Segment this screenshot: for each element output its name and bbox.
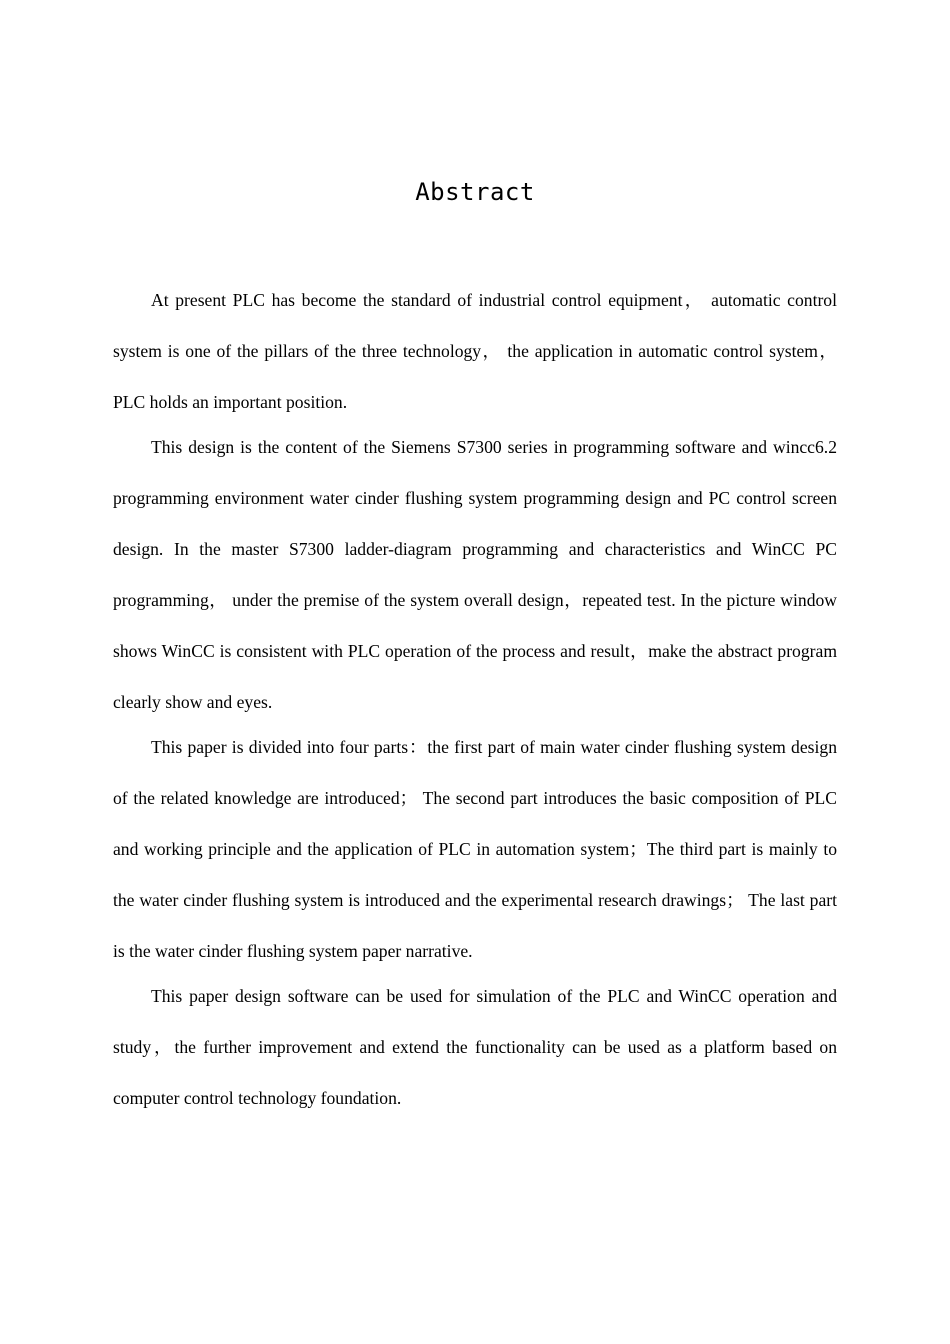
paragraph: This paper is divided into four parts：the first part of main water cinder flushing system design of the related knowledge are introduced； The second part introduces the basic composition of PLC and working principle and the application of PLC in automation system；The third part is mainly to the water cinder flushing system is introduced and the experimental research drawings； The last part is the water cinder flushing system paper narrative. <box>113 737 837 961</box>
paragraph: At present PLC has become the standard of industrial control equipment， automatic control system is one of the pillars of the three technology， the application in automatic control system，PLC holds an important position. <box>113 290 837 412</box>
paragraph: This design is the content of the Siemens S7300 series in programming software and wincc6.2 programming environment water cinder flushing system programming design and PC control screen design. In the master S7300 ladder-diagram programming and characteristics and WinCC PC programming， under the premise of the system overall design，repeated test. In the picture window shows WinCC is consistent with PLC operation of the process and result，make the abstract program clearly show and eyes. <box>113 437 837 712</box>
abstract-body <box>113 275 837 1118</box>
paragraph: This paper design software can be used for simulation of the PLC and WinCC operation and study，the further improvement and extend the functionality can be used as a platform based on computer control technology foundation. <box>113 986 837 1108</box>
page-title: Abstract <box>415 178 535 206</box>
